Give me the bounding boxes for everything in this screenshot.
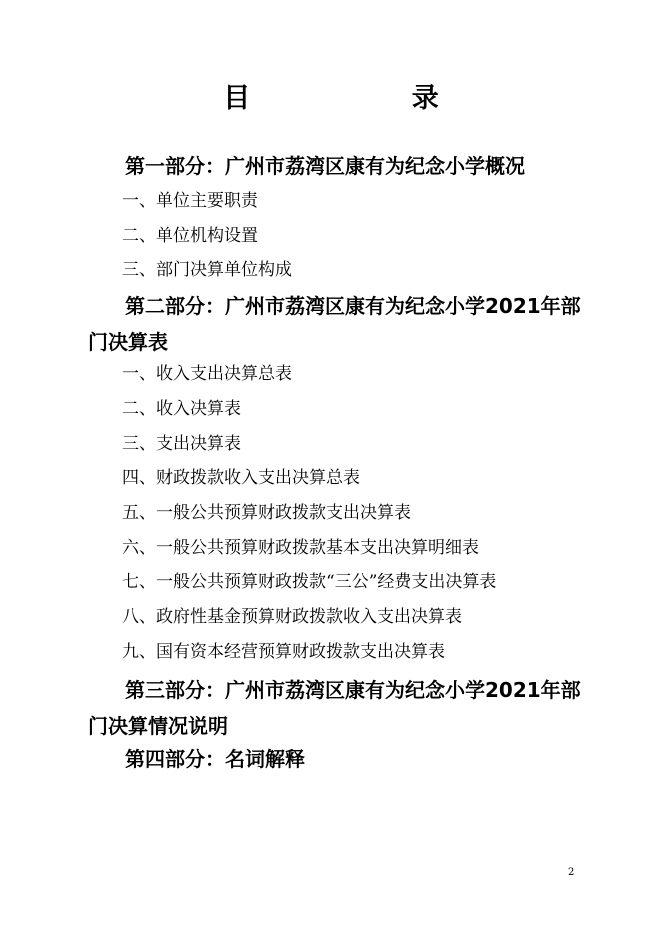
part1-item-1: 一、单位主要职责 xyxy=(122,191,258,211)
part2-item-9: 九、国有资本经营预算财政拨款支出决算表 xyxy=(122,642,445,662)
toc-title: 目 录 xyxy=(223,83,515,114)
part2-item-3: 三、支出决算表 xyxy=(122,434,241,454)
page-number: 2 xyxy=(568,867,575,878)
part1-heading: 第一部分：广州市荔湾区康有为纪念小学概况 xyxy=(125,154,525,178)
part1-item-2: 二、单位机构设置 xyxy=(122,226,258,246)
part2-item-4: 四、财政拨款收入支出决算总表 xyxy=(122,468,360,488)
part2-item-7: 七、一般公共预算财政拨款“三公”经费支出决算表 xyxy=(122,572,497,592)
part2-item-8: 八、政府性基金预算财政拨款收入支出决算表 xyxy=(122,607,462,627)
part1-item-3: 三、部门决算单位构成 xyxy=(122,260,292,280)
part4-heading: 第四部分：名词解释 xyxy=(125,747,305,771)
part2-item-1: 一、收入支出决算总表 xyxy=(122,364,292,384)
part2-item-2: 二、收入决算表 xyxy=(122,399,241,419)
part2-heading: 第二部分：广州市荔湾区康有为纪念小学2021年部门决算表 xyxy=(88,294,581,354)
part3-heading: 第三部分：广州市荔湾区康有为纪念小学2021年部门决算情况说明 xyxy=(88,678,581,738)
part2-item-6: 六、一般公共预算财政拨款基本支出决算明细表 xyxy=(122,538,479,558)
part2-item-5: 五、一般公共预算财政拨款支出决算表 xyxy=(122,503,411,523)
